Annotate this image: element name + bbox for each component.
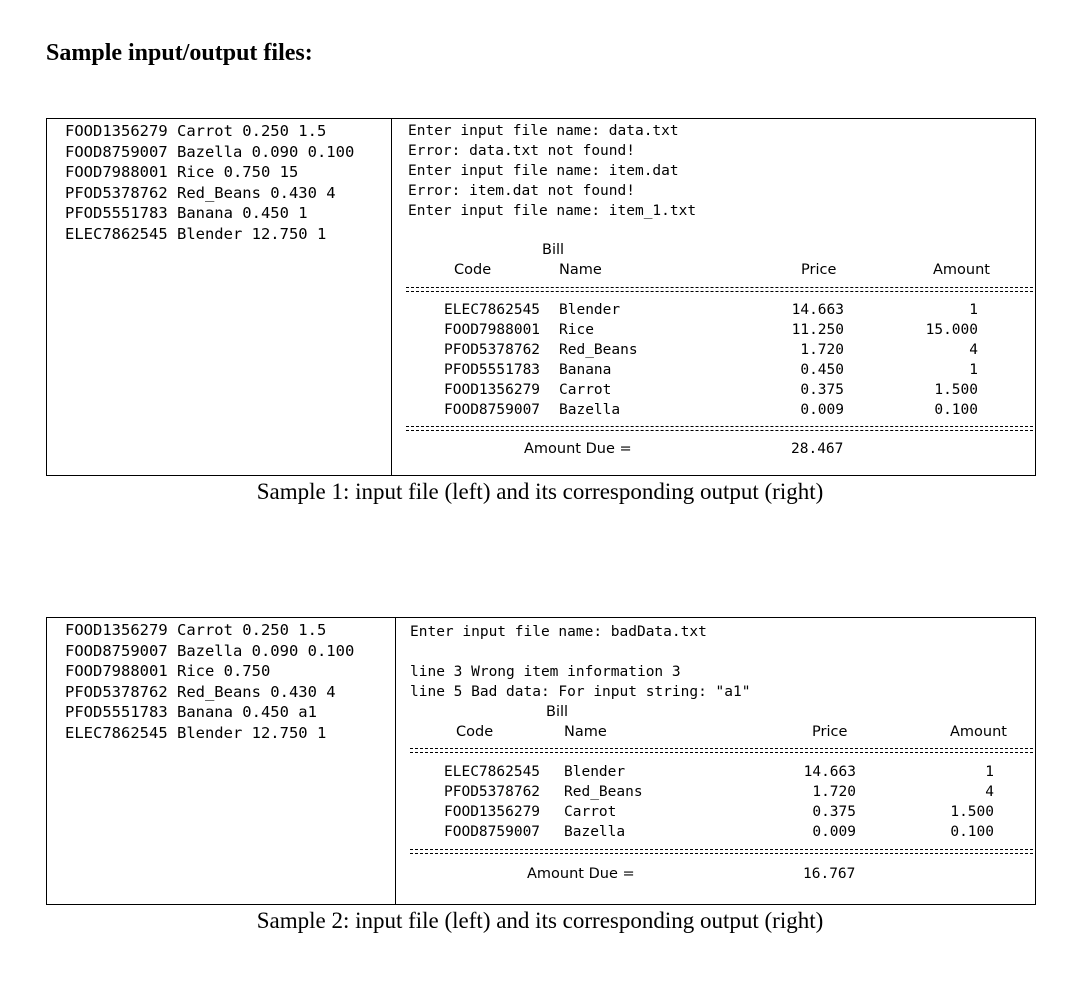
input-line: PFOD5551783 Banana 0.450 1	[65, 204, 308, 223]
console-line: Error: item.dat not found!	[408, 183, 635, 199]
row-code: PFOD5551783	[444, 362, 541, 378]
bill-title: Bill	[542, 242, 565, 258]
row-price: 0.375	[800, 382, 844, 398]
row-code: ELEC7862545	[444, 302, 541, 318]
separator-top	[410, 748, 1033, 753]
input-line: PFOD5551783 Banana 0.450 a1	[65, 703, 317, 722]
amount-due-label: Amount Due =	[524, 441, 632, 457]
input-line: FOOD8759007 Bazella 0.090 0.100	[65, 142, 355, 161]
console-line: Enter input file name: badData.txt	[410, 624, 707, 640]
input-line: PFOD5378762 Red_Beans 0.430 4	[65, 682, 336, 701]
row-amount: 1.500	[934, 382, 978, 398]
input-line: ELEC7862545 Blender 12.750 1	[65, 224, 327, 243]
row-code: ELEC7862545	[444, 764, 541, 780]
row-name: Carrot	[559, 382, 612, 398]
col-header-code: Code	[456, 724, 494, 740]
console-line: line 5 Bad data: For input string: "a1"	[410, 684, 751, 700]
col-header-price: Price	[812, 724, 848, 740]
input-line: FOOD7988001 Rice 0.750 15	[65, 163, 299, 182]
input-line: ELEC7862545 Blender 12.750 1	[65, 723, 327, 742]
row-name: Red_Beans	[564, 784, 643, 800]
input-line: PFOD5378762 Red_Beans 0.430 4	[65, 183, 336, 202]
row-name: Bazella	[564, 824, 626, 840]
console-line: Error: data.txt not found!	[408, 143, 635, 159]
col-header-amount: Amount	[950, 724, 1007, 740]
row-name: Blender	[564, 764, 626, 780]
row-code: PFOD5378762	[444, 342, 541, 358]
col-header-name: Name	[564, 724, 607, 740]
sample-2-input-file	[47, 618, 396, 904]
row-amount: 4	[985, 784, 994, 800]
amount-due-value: 16.767	[803, 866, 856, 882]
separator-bottom	[406, 426, 1033, 431]
col-header-amount: Amount	[933, 262, 990, 278]
sample-1-caption: Sample 1: input file (left) and its corresponding output (right)	[256, 479, 824, 504]
input-line: FOOD1356279 Carrot 0.250 1.5	[65, 122, 327, 140]
col-header-code: Code	[454, 262, 492, 278]
input-line: FOOD1356279 Carrot 0.250 1.5	[65, 621, 327, 639]
console-line: Enter input file name: item_1.txt	[408, 203, 697, 219]
sample-2-output	[396, 618, 1035, 904]
row-amount: 1.500	[950, 804, 994, 820]
row-code: FOOD7988001	[444, 322, 541, 338]
row-price: 0.009	[812, 824, 856, 840]
console-line: Enter input file name: item.dat	[408, 163, 679, 179]
amount-due-value: 28.467	[791, 441, 844, 457]
row-amount: 1	[969, 362, 978, 378]
row-amount: 4	[969, 342, 978, 358]
row-amount: 0.100	[950, 824, 994, 840]
input-line: FOOD8759007 Bazella 0.090 0.100	[65, 641, 355, 660]
row-amount: 15.000	[925, 322, 978, 338]
row-price: 11.250	[791, 322, 844, 338]
sample-1-output	[392, 119, 1035, 475]
separator-bottom	[410, 849, 1033, 854]
row-code: FOOD1356279	[444, 804, 541, 820]
row-name: Banana	[559, 362, 612, 378]
console-line: line 3 Wrong item information 3	[410, 664, 681, 680]
sample-2-caption: Sample 2: input file (left) and its corresponding output (right)	[256, 908, 824, 933]
row-price: 14.663	[791, 302, 844, 318]
row-amount: 0.100	[934, 402, 978, 418]
amount-due-label: Amount Due =	[527, 866, 635, 882]
row-code: FOOD8759007	[444, 824, 541, 840]
row-code: FOOD1356279	[444, 382, 541, 398]
page-heading: Sample input/output files:	[46, 40, 313, 66]
row-name: Blender	[559, 302, 621, 318]
row-name: Red_Beans	[559, 342, 638, 358]
sample-1-input-file	[47, 119, 392, 475]
row-price: 1.720	[812, 784, 856, 800]
separator-top	[406, 287, 1033, 292]
row-price: 1.720	[800, 342, 844, 358]
row-amount: 1	[969, 302, 978, 318]
sample-1-table	[46, 118, 1036, 476]
row-name: Rice	[559, 322, 594, 338]
row-code: PFOD5378762	[444, 784, 541, 800]
col-header-name: Name	[559, 262, 602, 278]
console-line: Enter input file name: data.txt	[408, 123, 679, 139]
row-name: Bazella	[559, 402, 621, 418]
bill-title: Bill	[546, 704, 569, 720]
col-header-price: Price	[801, 262, 837, 278]
sample-1-input-lines	[65, 121, 354, 245]
sample-2-table	[46, 617, 1036, 905]
input-line: FOOD7988001 Rice 0.750	[65, 662, 271, 681]
sample-2-input-lines	[65, 620, 354, 744]
row-name: Carrot	[564, 804, 617, 820]
row-price: 0.450	[800, 362, 844, 378]
row-amount: 1	[985, 764, 994, 780]
row-price: 0.375	[812, 804, 856, 820]
row-price: 14.663	[803, 764, 856, 780]
row-code: FOOD8759007	[444, 402, 541, 418]
row-price: 0.009	[800, 402, 844, 418]
